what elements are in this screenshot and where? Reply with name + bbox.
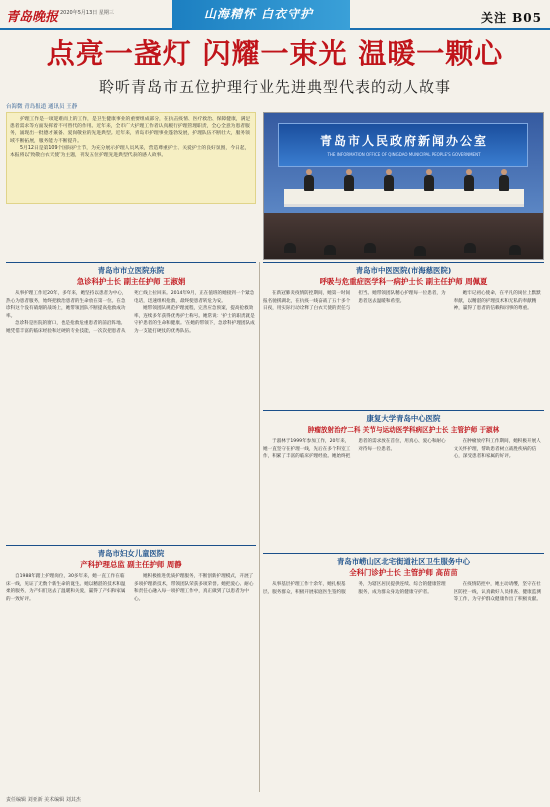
section-paragraph: 在疫情防控中，她主动请缨，坚守在社区防控一线，认真做好人员排查、健康监测等工作，为守护群众健康作出了积极贡献。 <box>453 582 541 603</box>
section-rule <box>263 410 544 411</box>
page-id: 关注 B05 <box>480 11 542 25</box>
photo-audience <box>284 243 296 253</box>
section-body <box>263 581 544 791</box>
section-paragraph: 急诊科是医院的窗口，也是抢救危重患者的前沿阵地。她凭借丰富的临床经验和过硬的专业技能，一次次把患者从死亡线上拉回来。2014年9月，正在值班的她接到一个紧急电话，迅速组织抢救，最终使患者转危为安。 <box>6 291 255 334</box>
photo-podium-table <box>284 189 524 207</box>
banner-text: 山海精怀 白衣守护 <box>204 7 314 21</box>
section-subtitle: 急诊科护士长 副主任护师 王淑娟 <box>76 277 186 286</box>
section-body <box>6 573 256 791</box>
press-conference-photo <box>263 112 544 260</box>
lead-paragraph: 5月12日是第109个国际护士节，为充分展示护理人员风采，营造尊重护士、关爱护士的良好氛围，今日起，本报将以'致敬白衣天使'为主题，刊发五位护理先进典型代表的感人故事。 <box>10 145 250 159</box>
photo-audience <box>324 245 336 255</box>
lead-paragraph: 护理工作是一项迎难而上的工作，是卫生健康事业的重要组成部分，在抗击疫情、医疗救治、保障健康，满足患者需求等方面发挥着不可替代的作用。近年来，全市广大护理工作者认真履行护理管理职责，全心全意为患者服务，涌现出一批德才兼备、爱岗敬业的先进典型。近年来，青岛市护理事业蓬勃发展，护理队伍不断壮大，服务领域不断拓展，服务能力不断提升。 <box>10 117 251 144</box>
section-title: 青岛市崂山区北宅街道社区卫生服务中心 <box>336 557 471 566</box>
section-paragraph: 从事基层护理工作十余年，她扎根基层、服务群众，积极开展家庭医生签约服务，为辖区居民提供连续、综合的健康管理服务，成为群众身边的健康守护者。 <box>263 582 446 595</box>
photo-screen-title: 青岛市人民政府新闻办公室 <box>319 134 488 148</box>
section-body <box>263 290 544 405</box>
section-banner <box>172 0 350 30</box>
section-title: 青岛市中医医院(市海慈医院) <box>355 266 452 275</box>
section-subtitle: 肿瘤放射治疗二科 关节与运动医学科病区护士长 主管护师 于淑林 <box>307 426 500 434</box>
main-headline: 点亮一盏灯 闪耀一束光 温暖一颗心 <box>46 37 504 70</box>
section-rule <box>263 553 544 554</box>
section-paragraph: 于淑林于1999年参加工作，20年来，她一直坚守在护理一线，先后在多个科室工作，积累了丰富的临床护理经验。她始终把患者的需求放在首位，用真心、爱心和耐心对待每一位患者。 <box>263 439 446 460</box>
section-rule <box>263 262 544 263</box>
photo-audience <box>464 243 476 253</box>
photo-floor <box>264 213 544 260</box>
section-paragraph: 她带领团队规范护理流程，完善应急预案，提高抢救效率，连续多年获得优秀护士称号。她常说：'护士的职责就是守护患者的生命和健康。'在她的带领下，急诊科护理团队成为一支能打硬仗的优秀队伍。 <box>134 306 255 334</box>
section-paragraph: 从事护理工作近20年，多年来，她坚持以患者为中心，热心为患者服务，始终把救治患者的生命放在第一位。在急诊科这个没有硝烟的战场上，她带领团队不断提高抢救成功率。 <box>6 291 127 319</box>
photo-screen-subtitle: THE INFORMATION OFFICE OF QINGDAO MUNICIPAL PEOPLE'S GOVERNMENT <box>327 152 481 157</box>
photo-audience <box>509 245 521 255</box>
sub-headline: 聆听青岛市五位护理行业先进典型代表的动人故事 <box>98 78 451 96</box>
dateline: 2020年5月13日 星期三 <box>60 10 114 16</box>
section-rule <box>6 545 256 546</box>
section-paragraph: 在新冠肺炎疫情防控期间，她第一时间报名驰援湖北，在抗疫一线奋战了五十多个日夜，用实际行动诠释了白衣天使的责任与担当。她带领团队精心护理每一位患者，为患者送去温暖和希望。 <box>263 291 446 312</box>
section-body <box>263 438 544 548</box>
photo-speaker <box>384 175 394 191</box>
photo-speaker <box>499 175 509 191</box>
section-subtitle: 产科护理总监 副主任护师 周静 <box>80 560 182 569</box>
section-title: 康复大学青岛中心医院 <box>366 414 441 423</box>
byline: 台海微 青岛报道 通讯员 王静 <box>6 104 78 110</box>
photo-speaker <box>304 175 314 191</box>
editor-credit: 责任编辑 刘亚新 美术编辑 刘其杰 <box>6 797 81 803</box>
photo-speaker <box>464 175 474 191</box>
newspaper-brand: 青岛晚报 <box>6 10 59 25</box>
section-body <box>6 290 256 540</box>
photo-audience <box>414 246 426 256</box>
lead-box <box>6 112 256 204</box>
section-title: 青岛市妇女儿童医院 <box>97 549 165 558</box>
section-subtitle: 呼吸与危重症医学科一病护士长 副主任护师 周佩夏 <box>319 277 488 286</box>
photo-audience <box>364 243 376 253</box>
section-subtitle: 全科门诊护士长 主管护师 高苗苗 <box>349 568 458 577</box>
masthead <box>0 0 550 30</box>
photo-speaker <box>424 175 434 191</box>
section-paragraph: 她牢记初心使命，在平凡的岗位上默默奉献，以精湛的护理技术和无私的奉献精神，赢得了患者的信赖和同事的尊重。 <box>453 291 541 312</box>
section-paragraph: 她积极推进优质护理服务，不断创新护理模式，开展了多项护理新技术，带领团队荣获多项荣誉。她把爱心、耐心和责任心融入每一项护理工作中，真正做到了以患者为中心。 <box>134 574 254 602</box>
section-title: 青岛市市立医院东院 <box>97 266 165 275</box>
column-divider <box>259 262 260 792</box>
photo-speaker <box>344 175 354 191</box>
photo-screen <box>278 123 528 167</box>
section-paragraph: 自1988年踏上护理岗位，30多年来，她一直工作在临床一线，见证了无数个新生命的诞生。她以精湛的技术和温柔的服务，为产妇们送去了温暖和关爱，赢得了产妇和家属的一致好评。 <box>6 574 126 602</box>
section-paragraph: 在肿瘤放疗科工作期间，她积极开展人文关怀护理，帮助患者树立战胜疾病的信心，深受患者和家属的好评。 <box>453 439 541 460</box>
section-rule <box>6 262 256 263</box>
